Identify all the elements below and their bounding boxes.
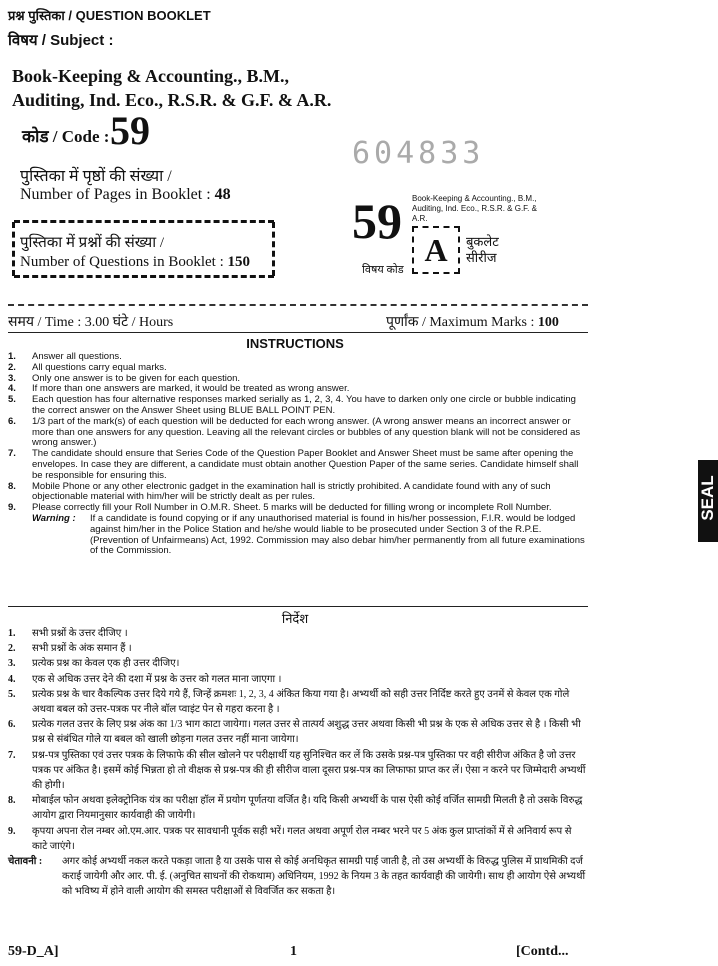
serial-number: 604833 [352, 136, 485, 171]
nirdesh-item-text: कृपया अपना रोल नम्बर ओ.एम.आर. पत्रक पर सावधानी पूर्वक सही भरें। गलत अथवा अपूर्ण रोल नम्बर भरने पर 5 अंक कुल प्राप्तांकों में से अनिवार्य रूप से काटे जाएंगे। [32, 825, 572, 852]
dashed-box-right [272, 222, 275, 276]
nirdesh-list [8, 626, 586, 900]
nirdesh-item [8, 672, 586, 687]
pages-label-en: Number of Pages in Booklet : [20, 186, 211, 203]
instruction-item-text: Mobile Phone or any other electronic gadget in the examination hall is strictly prohibited. A candidate found with any of such objectionable material with him/her will be strictly dealt as per rules. [32, 480, 551, 503]
nirdesh-item-text: एक से अधिक उत्तर देने की दशा में प्रश्न के उत्तर को गलत माना जाएगा । [32, 673, 282, 685]
nirdesh-item-text: मोबाईल फोन अथवा इलेक्ट्रोनिक यंत्र का परीक्षा हॉल में प्रयोग पूर्णतया वर्जित है। यदि किसी अभ्यर्थी के पास ऐसी कोई वर्जित सामग्री मिलती है तो उसके विरुद्ध आयोग द्वारा नियमानुसार कार्यवाही की जायेगी। [32, 795, 583, 822]
nirdesh-item-text: प्रत्येक गलत उत्तर के लिए प्रश्न अंक का 1/3 भाग काटा जायेगा। गलत उत्तर से तात्पर्य अशुद्ध उत्तर अथवा किसी भी प्रश्न के एक से अधिक उत्तर से है । किसी भी प्रश्न से संबंधित गोले या बबल को खाली छोड़ना गलत उत्तर नहीं माना जायेगा। [32, 719, 581, 746]
pages-label-hi: पुस्तिका में पृष्ठों की संख्या / [20, 168, 172, 185]
nirdesh-warning-label: चेतावनी : [8, 856, 43, 868]
nirdesh-item-number: 4. [8, 673, 16, 685]
nirdesh-title: निर्देश [281, 611, 309, 626]
header-separator [8, 304, 588, 306]
instructions-list [8, 352, 586, 557]
instruction-item-text: Only one answer is to be given for each question. [32, 372, 241, 384]
footer-contd: [Contd... [516, 944, 569, 959]
instruction-item-text: The candidate should ensure that Series Code of the Question Paper Booklet and Answer Sheet must be same after opening the envelopes. In case they are different, a candidate must obtain another Question Paper of the same series. Candidate himself shall be responsible for ensuring this. [32, 448, 579, 481]
nirdesh-item-number: 8. [8, 795, 16, 807]
footer-code: 59-D_A] [8, 944, 59, 959]
instructions-items [8, 352, 586, 514]
instruction-item-text: If more than one answers are marked, it would be treated as wrong answer. [32, 383, 350, 395]
nirdesh-item [8, 824, 586, 854]
instruction-item-number: 5. [8, 394, 16, 406]
warning-text: If a candidate is found copying or if any unauthorised material is found in his/her possession, F.I.R. would be lodged against him/her in the Police Station and he/she would liable to be prosecuted under Section 3 of the R.P.E. (Prevention of Unfairmeans) Act, 1992. Commission may also debar him/her permanently from all future examinations of the Commission. [90, 512, 585, 557]
instruction-item-number: 1. [8, 351, 16, 362]
nirdesh-item [8, 687, 586, 717]
seal-tab [698, 460, 718, 542]
nirdesh-item-text: सभी प्रश्नों के अंक समान हैं । [32, 643, 132, 655]
questions-info [20, 254, 250, 271]
subject-line-1: Book-Keeping & Accounting., B.M., [12, 66, 290, 86]
instructions-rule [8, 606, 588, 607]
nirdesh-item-number: 9. [8, 825, 16, 837]
instruction-item-number: 4. [8, 383, 16, 395]
instruction-item [8, 417, 586, 449]
questions-label-hi: पुस्तिका में प्रश्नों की संख्या / [20, 235, 165, 251]
code-value: 59 [110, 108, 150, 153]
instruction-item-number: 7. [8, 448, 16, 460]
instruction-item [8, 395, 586, 417]
seal-text: SEAL [698, 475, 717, 521]
instruction-item-text: Answer all questions. [32, 351, 122, 362]
instructions-title: INSTRUCTIONS [246, 336, 344, 351]
nirdesh-item-number: 5. [8, 688, 16, 700]
marks-value: 100 [537, 315, 559, 330]
series-letter: A [412, 226, 460, 274]
series-caption [466, 234, 499, 266]
time-value: 3.00 घंटे / Hours [84, 315, 174, 330]
nirdesh-item-text: प्रत्येक प्रश्न का केवल एक ही उत्तर दीजिए। [32, 658, 180, 670]
nirdesh-item [8, 626, 586, 641]
badge-subject-small: Book-Keeping & Accounting., B.M., Auditing, Ind. Eco., R.S.R. & G.F. & A.R. [412, 194, 537, 223]
nirdesh-item [8, 793, 586, 823]
marks-label: पूर्णांक / Maximum Marks : [386, 315, 535, 330]
nirdesh-item-number: 1. [8, 628, 16, 639]
instruction-item-number: 9. [8, 502, 16, 514]
badge-code: 59 [352, 193, 402, 249]
pages-value: 48 [214, 186, 231, 203]
nirdesh-items [8, 626, 586, 854]
series-caption-1: बुकलेट [466, 234, 499, 249]
instruction-item-text: Please correctly fill your Roll Number in O.M.R. Sheet. 5 marks will be deducted for filling wrong or incomplete Roll Number. [32, 502, 552, 514]
subject-names [12, 64, 331, 112]
instruction-item-number: 8. [8, 480, 16, 492]
instruction-item-text: Each question has four alternative responses marked serially as 1, 2, 3, 4. You have to darken only one circle or bubble indicating the correct answer on the Answer Sheet using BLUE BALL POINT PEN. [32, 394, 576, 416]
instruction-item [8, 482, 586, 504]
footer-page-number: 1 [290, 944, 297, 959]
badge-code-caption: विषय कोड [362, 264, 404, 276]
instruction-item-number: 2. [8, 361, 16, 373]
subject-line-2: Auditing, Ind. Eco., R.S.R. & G.F. & A.R. [12, 90, 332, 110]
instruction-item-text: 1/3 part of the mark(s) of each question will be deducted for each wrong answer. (A wrong answer means an incorrect answer or more than one answers for any question. Leaving all the relevant circles or bubbles of any question blank will not be considered as wrong answer.) [32, 415, 581, 449]
nirdesh-item-number: 6. [8, 719, 16, 731]
instruction-item-number: 3. [8, 372, 16, 384]
series-caption-2: सीरीज [466, 250, 497, 265]
nirdesh-item-number: 7. [8, 749, 16, 761]
time-rule [8, 332, 588, 333]
instruction-item-text: All questions carry equal marks. [32, 361, 167, 373]
dashed-box-bottom [14, 275, 274, 278]
warning-block [8, 514, 586, 557]
subject-label: विषय / Subject : [8, 32, 114, 49]
nirdesh-warning-block [8, 854, 586, 900]
time-label: समय / Time : [8, 315, 82, 330]
nirdesh-item [8, 656, 586, 671]
nirdesh-item-text: प्रत्येक प्रश्न के चार वैकल्पिक उत्तर दिये गये हैं, जिन्हें क्रमशः 1, 2, 3, 4 अंकित किया गया है। अभ्यर्थी को सही उत्तर निर्दिष्ट करते हुए उनमें से केवल एक गोले अथवा बबल को उत्तर-पत्रक पर नीले बॉल प्वाइंट पेन से गहरा करना है । [32, 688, 570, 716]
dashed-box-top [14, 220, 274, 223]
nirdesh-item-number: 2. [8, 643, 16, 655]
code-label: कोड / Code : [22, 127, 110, 146]
dashed-box-left [12, 222, 15, 276]
nirdesh-warning-text: अगर कोई अभ्यर्थी नकल करते पकड़ा जाता है या उसके पास से कोई अनधिकृत सामग्री पाई जाती है, तो उस अभ्यर्थी के विरुद्ध पुलिस में प्राथमिकी दर्ज कराई जायेगी और आर. पी. ई. (अनुचित साधनों की रोकथाम) अधिनियम, 1992 के नियम 3 के तहत कार्यवाही की जायेगी। साथ ही आयोग ऐसे अभ्यर्थी को भविष्य में होने वाली आयोग की समस्त परीक्षाओं से विवर्जित कर सकता है। [62, 856, 586, 898]
booklet-label: प्रश्न पुस्तिका / QUESTION BOOKLET [8, 8, 211, 23]
questions-value: 150 [227, 254, 250, 270]
instruction-item-number: 6. [8, 415, 16, 427]
questions-label-en: Number of Questions in Booklet : [20, 254, 224, 270]
nirdesh-item-text: प्रश्न-पत्र पुस्तिका एवं उत्तर पत्रक के लिफाफे की सील खोलने पर परीक्षार्थी यह सुनिश्चित कर लें कि उसके प्रश्न-पत्र पुस्तिका पर वही सीरीज अंकित है जो उत्तर पत्रक पर अंकित है। इसमें कोई भिन्नता हो तो वीक्षक से प्रश्न-पत्र की ही सीरीज वाला दूसरा प्रश्न-पत्र का लिफाफा प्राप्त कर लें। ऐसा न करने पर जिम्मेदारी अभ्यर्थी की होगी। [32, 749, 586, 792]
pages-info [20, 186, 231, 204]
marks-info [386, 312, 559, 331]
nirdesh-item [8, 717, 586, 747]
warning-label: Warning : [32, 512, 76, 524]
instruction-item [8, 449, 586, 481]
nirdesh-item-number: 3. [8, 658, 16, 670]
time-info [8, 312, 173, 331]
nirdesh-item [8, 641, 586, 656]
nirdesh-item-text: सभी प्रश्नों के उत्तर दीजिए । [32, 628, 128, 639]
nirdesh-item [8, 748, 586, 794]
